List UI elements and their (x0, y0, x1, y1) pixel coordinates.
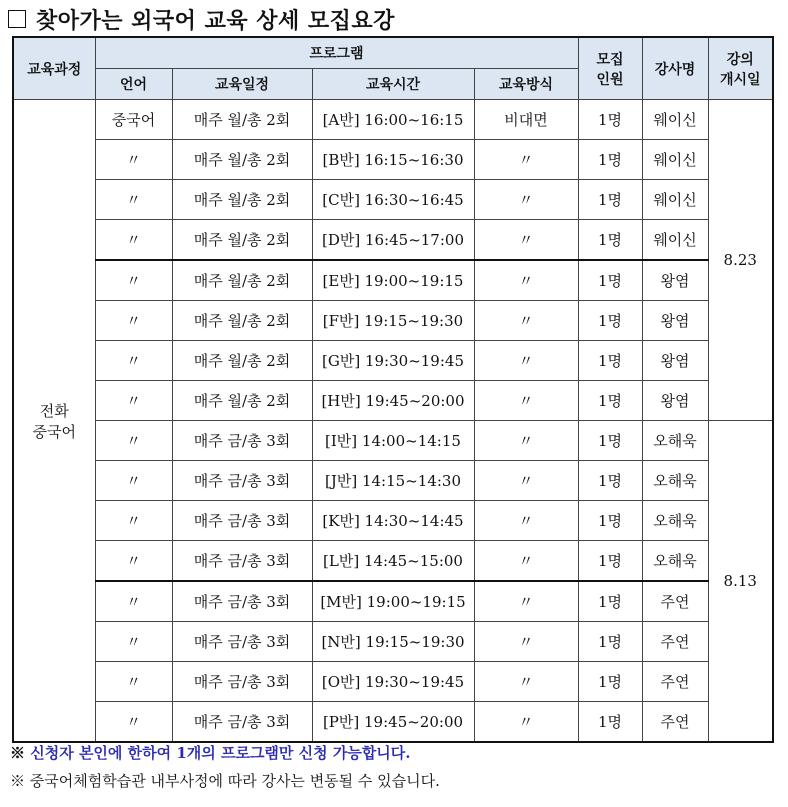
header-recruit (578, 37, 642, 100)
cell-schedule: 매주 금/총 3회 (172, 622, 312, 662)
cell-language: 〃 (95, 421, 172, 461)
cell-schedule: 매주 금/총 3회 (172, 501, 312, 541)
cell-time: [K반] 14:30~14:45 (312, 501, 474, 541)
course-name-cell (13, 100, 95, 743)
cell-method: 〃 (474, 461, 578, 501)
start-date-cell: 8.13 (708, 421, 773, 743)
table-row (13, 220, 773, 261)
cell-count: 1명 (578, 100, 642, 140)
header-start-line1: 강의 (726, 51, 754, 68)
table-row (13, 381, 773, 421)
cell-count: 1명 (578, 381, 642, 421)
cell-time: [H반] 19:45~20:00 (312, 381, 474, 421)
header-schedule: 교육일정 (172, 69, 312, 100)
course-name-line2: 중국어 (32, 422, 76, 441)
header-language: 언어 (95, 69, 172, 100)
cell-time: [A반] 16:00~16:15 (312, 100, 474, 140)
cell-method: 〃 (474, 541, 578, 582)
cell-schedule: 매주 월/총 2회 (172, 301, 312, 341)
cell-schedule: 매주 월/총 2회 (172, 220, 312, 261)
cell-instructor: 오해욱 (642, 461, 708, 501)
cell-schedule: 매주 금/총 3회 (172, 702, 312, 743)
cell-count: 1명 (578, 461, 642, 501)
cell-time: [N반] 19:15~19:30 (312, 622, 474, 662)
cell-method: 〃 (474, 301, 578, 341)
cell-count: 1명 (578, 622, 642, 662)
header-course: 교육과정 (13, 37, 95, 100)
header-start-line2: 개시일 (719, 71, 761, 88)
checkbox-square-icon (8, 10, 26, 28)
note-symbol: ※ (10, 772, 26, 790)
cell-instructor: 웨이신 (642, 140, 708, 180)
note-text-1: 신청자 본인에 한하여 1개의 프로그램만 신청 가능합니다. (30, 744, 411, 762)
cell-instructor: 웨이신 (642, 220, 708, 261)
cell-instructor: 웨이신 (642, 100, 708, 140)
cell-language: 〃 (95, 662, 172, 702)
header-recruit-line1: 모집 (596, 51, 624, 68)
start-date-cell: 8.23 (708, 100, 773, 421)
page-title-text: 찾아가는 외국어 교육 상세 모집요강 (36, 7, 395, 34)
cell-instructor: 주연 (642, 662, 708, 702)
cell-instructor: 주연 (642, 581, 708, 622)
cell-instructor: 왕염 (642, 301, 708, 341)
cell-method: 〃 (474, 180, 578, 220)
table-row (13, 301, 773, 341)
cell-count: 1명 (578, 140, 642, 180)
table-row (13, 702, 773, 743)
cell-schedule: 매주 금/총 3회 (172, 662, 312, 702)
cell-time: [M반] 19:00~19:15 (312, 581, 474, 622)
cell-schedule: 매주 금/총 3회 (172, 461, 312, 501)
cell-language: 〃 (95, 220, 172, 261)
cell-language: 〃 (95, 581, 172, 622)
cell-time: [F반] 19:15~19:30 (312, 301, 474, 341)
cell-count: 1명 (578, 180, 642, 220)
cell-language: 〃 (95, 301, 172, 341)
cell-instructor: 웨이신 (642, 180, 708, 220)
cell-time: [O반] 19:30~19:45 (312, 662, 474, 702)
cell-instructor: 왕염 (642, 260, 708, 301)
cell-method: 〃 (474, 622, 578, 662)
header-start (708, 37, 773, 100)
table-row (13, 341, 773, 381)
table-row (13, 581, 773, 622)
cell-instructor: 주연 (642, 702, 708, 743)
cell-time: [D반] 16:45~17:00 (312, 220, 474, 261)
table-row (13, 622, 773, 662)
cell-instructor: 왕염 (642, 381, 708, 421)
note-text-2: 중국어체험학습관 내부사정에 따라 강사는 변동될 수 있습니다. (29, 772, 440, 790)
cell-time: [G반] 19:30~19:45 (312, 341, 474, 381)
cell-schedule: 매주 금/총 3회 (172, 541, 312, 582)
cell-language: 〃 (95, 180, 172, 220)
cell-language: 〃 (95, 541, 172, 582)
cell-method: 〃 (474, 501, 578, 541)
cell-time: [L반] 14:45~15:00 (312, 541, 474, 582)
page-title (8, 4, 395, 34)
table-row (13, 541, 773, 582)
cell-time: [C반] 16:30~16:45 (312, 180, 474, 220)
cell-method: 〃 (474, 140, 578, 180)
cell-time: [I반] 14:00~14:15 (312, 421, 474, 461)
header-instructor: 강사명 (642, 37, 708, 100)
cell-method: 〃 (474, 702, 578, 743)
table-row (13, 260, 773, 301)
cell-method: 〃 (474, 381, 578, 421)
cell-schedule: 매주 월/총 2회 (172, 381, 312, 421)
cell-method: 〃 (474, 662, 578, 702)
note-instructor-change (10, 770, 440, 791)
cell-language: 〃 (95, 461, 172, 501)
table-row (13, 100, 773, 140)
cell-schedule: 매주 월/총 2회 (172, 341, 312, 381)
cell-instructor: 왕염 (642, 341, 708, 381)
cell-method: 〃 (474, 220, 578, 261)
cell-method: 〃 (474, 341, 578, 381)
cell-schedule: 매주 월/총 2회 (172, 100, 312, 140)
cell-time: [E반] 19:00~19:15 (312, 260, 474, 301)
cell-count: 1명 (578, 581, 642, 622)
cell-schedule: 매주 월/총 2회 (172, 260, 312, 301)
cell-time: [P반] 19:45~20:00 (312, 702, 474, 743)
cell-schedule: 매주 금/총 3회 (172, 421, 312, 461)
cell-method: 〃 (474, 421, 578, 461)
cell-count: 1명 (578, 501, 642, 541)
cell-method: 〃 (474, 581, 578, 622)
cell-language: 〃 (95, 140, 172, 180)
header-recruit-line2: 인원 (596, 71, 624, 88)
cell-schedule: 매주 월/총 2회 (172, 140, 312, 180)
cell-schedule: 매주 월/총 2회 (172, 180, 312, 220)
cell-instructor: 오해욱 (642, 501, 708, 541)
cell-count: 1명 (578, 421, 642, 461)
cell-language: 〃 (95, 381, 172, 421)
cell-language: 〃 (95, 501, 172, 541)
cell-language: 〃 (95, 260, 172, 301)
cell-count: 1명 (578, 662, 642, 702)
cell-instructor: 오해욱 (642, 421, 708, 461)
cell-language: 〃 (95, 702, 172, 743)
header-time: 교육시간 (312, 69, 474, 100)
cell-time: [J반] 14:15~14:30 (312, 461, 474, 501)
cell-instructor: 오해욱 (642, 541, 708, 582)
cell-time: [B반] 16:15~16:30 (312, 140, 474, 180)
note-symbol: ※ (10, 744, 26, 762)
cell-language: 〃 (95, 341, 172, 381)
recruitment-table (12, 36, 774, 743)
cell-language: 〃 (95, 622, 172, 662)
cell-count: 1명 (578, 341, 642, 381)
header-method: 교육방식 (474, 69, 578, 100)
table-row (13, 461, 773, 501)
table-row (13, 421, 773, 461)
cell-instructor: 주연 (642, 622, 708, 662)
cell-count: 1명 (578, 220, 642, 261)
table-row (13, 501, 773, 541)
header-program: 프로그램 (95, 37, 578, 69)
cell-count: 1명 (578, 260, 642, 301)
cell-language: 중국어 (95, 100, 172, 140)
cell-schedule: 매주 금/총 3회 (172, 581, 312, 622)
cell-count: 1명 (578, 702, 642, 743)
cell-count: 1명 (578, 541, 642, 582)
cell-count: 1명 (578, 301, 642, 341)
table-row (13, 662, 773, 702)
table-row (13, 180, 773, 220)
cell-method: 〃 (474, 260, 578, 301)
table-row (13, 140, 773, 180)
cell-method: 비대면 (474, 100, 578, 140)
note-single-program (10, 742, 411, 763)
course-name-line1: 전화 (39, 401, 69, 420)
